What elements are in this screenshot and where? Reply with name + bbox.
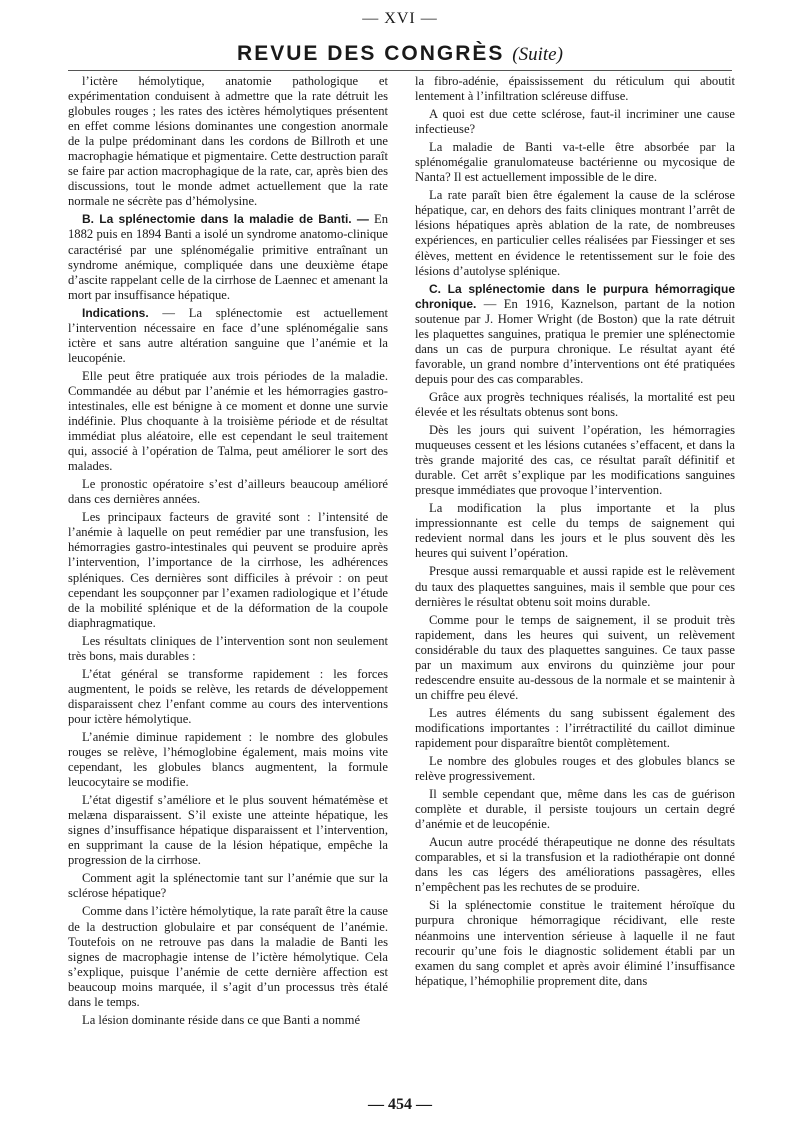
- paragraph: [415, 898, 735, 988]
- paragraph-text: Comme dans l’ictère hémolytique, la rate paraît être la cause de la destruction globulaire et par conséquent de l’anémie. Toutefois on ne retrouve pas dans la maladie de Banti les signes de macrophagie intense de l’ictère hémolytique. Cela s’explique, puisque l’anémie de cette dernière affection est beaucoup moins marquée, il s’agit d’un processus très étalé dans le temps.: [68, 904, 388, 1009]
- paragraph: [415, 188, 735, 278]
- paragraph-text: Il semble cependant que, même dans les cas de guérison complète et durable, il persiste toujours un certain degré d’anémie et de leucopénie.: [415, 787, 735, 832]
- paragraph: [68, 510, 388, 630]
- paragraph-text: Grâce aux progrès techniques réalisés, la mortalité est peu élevée et les résultats obtenus sont bons.: [415, 389, 735, 419]
- paragraph-text: la fibro-adénie, épaississement du réticulum qui aboutit lentement à l’infiltration scléreuse diffuse.: [415, 74, 735, 104]
- paragraph-text: La maladie de Banti va-t-elle être absorbée par la splénomégalie granulomateuse bactérienne ou mycosique de Nanta? Il est actuellement impossible de le dire.: [415, 140, 735, 185]
- paragraph: [415, 423, 735, 498]
- paragraph: [415, 107, 735, 137]
- paragraph: [415, 140, 735, 185]
- paragraph: [68, 667, 388, 727]
- paragraph-text: — La splénectomie est actuellement l’intervention nécessaire en face d’une splénomégalie sans ictère et sans autre altération sanguine que l’anémie et la leucopénie.: [68, 305, 388, 365]
- paragraph-text: Le pronostic opératoire s’est d’ailleurs beaucoup amélioré dans ces dernières années.: [68, 477, 388, 507]
- paragraph: [68, 793, 388, 868]
- roman-page-number: — XVI —: [362, 10, 438, 27]
- paragraph-text: Aucun autre procédé thérapeutique ne donne des résultats comparables, et si la transfusion et la radiothérapie ont donné dans les cas légers des améliorations passagères, elles n’empêchent pas les rechutes de se produire.: [415, 835, 735, 895]
- header-title: REVUE DES CONGRÈS: [237, 42, 505, 65]
- paragraph-text: l’ictère hémolytique, anatomie pathologique et expérimentation conduisent à admettre que la rate détruit les globules rouges ; les rates des ictères hémolytiques présentent en effet comme lésions dominantes une congestion anormale de la pulpe prédominant dans les cordons de Billroth et une macrophagie hématique et pigmentaire. Cette destruction paraît se faire par action macrophagique de la rate, car, après bien des discussions, tout le monde admet actuellement que la rate normale ne sécrète pas d’hémolysine.: [68, 74, 388, 209]
- header-divider: [68, 70, 732, 71]
- paragraph-text: Les résultats cliniques de l’intervention sont non seulement très bons, mais durables :: [68, 633, 388, 663]
- left-column: [68, 74, 388, 1031]
- paragraph: [68, 74, 388, 209]
- paragraph: [415, 74, 735, 104]
- paragraph-text: Comme pour le temps de saignement, il se produit très rapidement, dans les heures qui suivent, un relèvement considérable du taux des plaquettes sanguines. Ce taux passe par un maximum aux environs du quinzième jour pour redescendre ensuite au-dessous de la normale et se maintenir à un chiffre peu élevé.: [415, 612, 735, 702]
- paragraph: [68, 212, 388, 302]
- paragraph-text: Elle peut être pratiquée aux trois périodes de la maladie. Commandée au début par l’anémie et les hémorragies gastro-intestinales, elle est bénigne à ce moment et donne une survie indéfinie. Plus choquante à la troisième période et de résultat immédiat plus aléatoire, elle est cependant le seul traitement qui, associé à l’opération de Talma, peut améliorer le sort des malades.: [68, 368, 388, 474]
- paragraph-text: A quoi est due cette sclérose, faut-il incriminer une cause infectieuse?: [415, 107, 735, 137]
- paragraph-text: — En 1916, Kaznelson, partant de la notion soutenue par J. Homer Wright (de Boston) que la rate détruit les plaquettes sanguines, pratiqua le premier une splénectomie dans un cas de purpura chronique. Le résultat ayant été favorable, un grand nombre d’interventions ont été pratiquées depuis pour des cas comparables.: [415, 296, 735, 386]
- paragraph-text: Si la splénectomie constitue le traitement héroïque du purpura chronique hémorragique récidivant, elle reste néanmoins une intervention sérieuse à laquelle il ne faut recourir qu’une fois le diagnostic solidement établi par un examen du sang complet et après avoir éliminé l’insuffisance hépatique, l’hémophilie proprement dite, dans: [415, 898, 735, 988]
- paragraph: [415, 787, 735, 832]
- paragraph-text: Comment agit la splénectomie tant sur l’anémie que sur la sclérose hépatique?: [68, 871, 388, 901]
- paragraph-text: La rate paraît bien être également la cause de la sclérose hépatique, car, en dehors des faits cliniques montrant l’arrêt de lésions hépatiques après ablation de la rate, de nombreuses expériences, en particulier celles réalisées par Fiessinger et ses élèves, mettent en évidence le retentissement sur le foie des lésions d’autolyse splénique.: [415, 188, 735, 278]
- paragraph: [415, 835, 735, 895]
- paragraph-text: Presque aussi remarquable et aussi rapide est le relèvement du taux des plaquettes sanguines, mais il semble que pour ces dernières le résultat obtenu soit moins durable.: [415, 564, 735, 609]
- paragraph-text: L’état général se transforme rapidement : les forces augmentent, le poids se relève, les retards de développement disparaissent chez l’enfant comme au cours des interventions pour ictère hémolytique.: [68, 666, 388, 726]
- paragraph: [68, 369, 388, 474]
- right-column: [415, 74, 735, 992]
- paragraph: [68, 904, 388, 1009]
- section-heading: B. La splénectomie dans la maladie de Banti. —: [82, 212, 369, 227]
- paragraph-text: Les autres éléments du sang subissent également des modifications importantes : l’irrétractilité du caillot diminue rapidement pour disparaître bientôt complètement.: [415, 705, 735, 750]
- paragraph: [68, 871, 388, 901]
- section-heading: C. La splénectomie dans le purpura hémorragique chronique.: [415, 281, 735, 311]
- paragraph: [415, 390, 735, 420]
- paragraph-text: L’état digestif s’améliore et le plus souvent hématémèse et melæna disparaissent. S’il existe une atteinte hépatique, les signes d’insuffisance hépatique disparaissent et l’intervention, en supprimant la cause de la lésion hépatique, empêche la progression de la cirrhose.: [68, 793, 388, 868]
- paragraph: [68, 306, 388, 366]
- paragraph: [68, 730, 388, 790]
- paragraph-text: Dès les jours qui suivent l’opération, les hémorragies muqueuses cessent et les lésions cutanées s’effacent, et dans la très grande majorité des cas, ce résultat paraît définitif et durable. Cet arrêt s’explique par les modifications sanguines presque immédiates que provoque l’intervention.: [415, 423, 735, 498]
- page-header: [0, 42, 800, 66]
- paragraph-text: L’anémie diminue rapidement : le nombre des globules rouges se relève, l’hémoglobine également, mais moins vite cependant, les globules blancs augmentent, la formule leucocytaire se modifie.: [68, 729, 388, 790]
- paragraph-text: Les principaux facteurs de gravité sont : l’intensité de l’anémie à laquelle on peut remédier par une transfusion, les hémorragies gastro-intestinales qui peuvent se produire après l’intervention, l’importance de la cirrhose, les adhérences spléniques. Ces dernières sont difficiles à prévoir : on peut cependant les soupçonner par l’examen radiologique et l’étude de la mobilité splénique et de la déformation de la coupole diaphragmatique.: [68, 510, 388, 630]
- paragraph: [415, 564, 735, 609]
- paragraph-text: La lésion dominante réside dans ce que Banti a nommé: [82, 1012, 361, 1027]
- paragraph: [415, 613, 735, 703]
- paragraph: [68, 477, 388, 507]
- paragraph: [415, 501, 735, 561]
- paragraph: [68, 1013, 388, 1028]
- paragraph: [68, 634, 388, 664]
- paragraph-text: Le nombre des globules rouges et des globules blancs se relève progressivement.: [415, 754, 735, 784]
- paragraph: [415, 754, 735, 784]
- paragraph-text: En 1882 puis en 1894 Banti a isolé un syndrome anatomo-clinique caractérisé par une splénomégalie primitive entraînant un syndrome anémique, compliquée dans une deuxième étape d’ascite rappelant celle de la cirrhose de Laennec et amenant la mort par insuffisance hépatique.: [68, 212, 388, 302]
- paragraph: [415, 706, 735, 751]
- page-number: — 454 —: [368, 1096, 432, 1113]
- paragraph-text: La modification la plus importante et la plus impressionnante est celle du temps de saignement qui redevient normal dans les jours et le plus souvent dès les heures qui suivent l’opération.: [415, 501, 735, 561]
- header-subtitle: (Suite): [512, 44, 563, 65]
- paragraph: [415, 282, 735, 387]
- section-heading: Indications.: [82, 305, 149, 320]
